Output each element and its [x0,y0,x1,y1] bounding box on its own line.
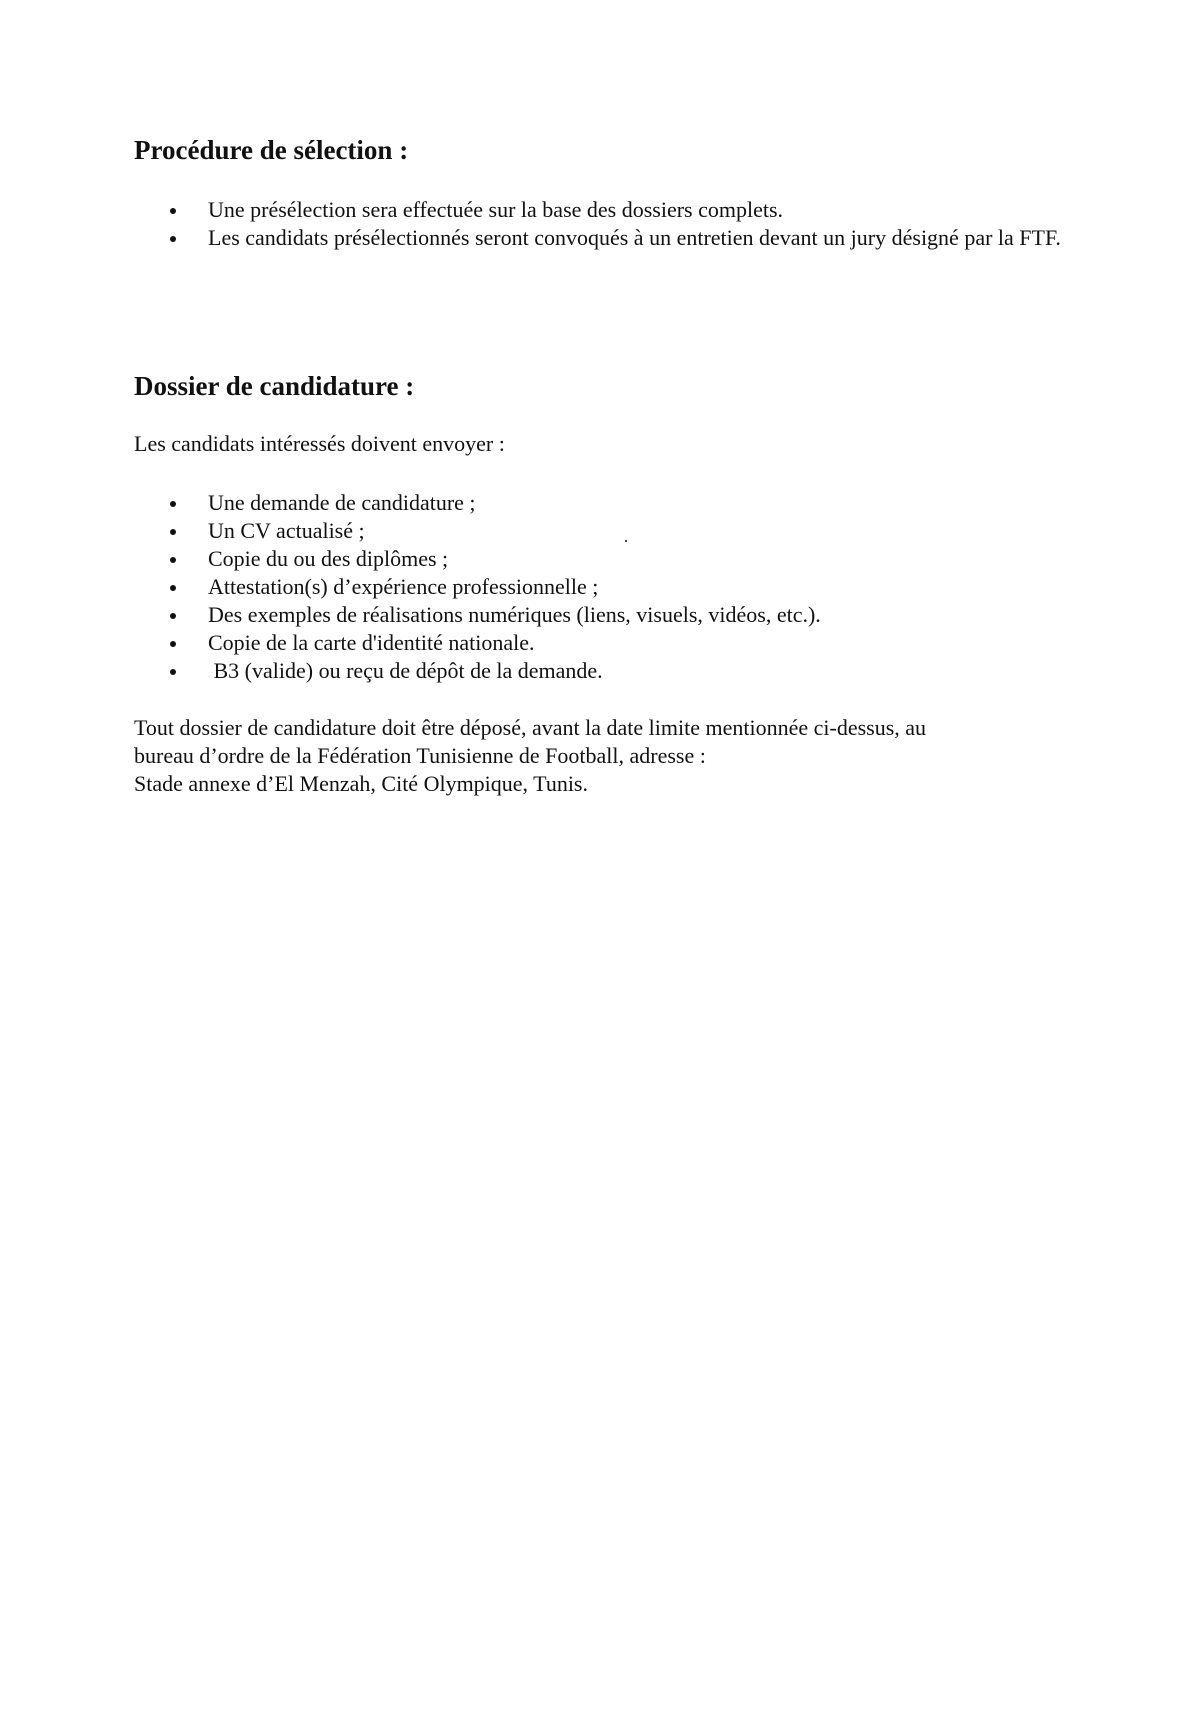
list-item: Attestation(s) d’expérience professionnelle ; [170,573,1070,601]
list-item: Une demande de candidature ; [170,489,1070,517]
list-item: Un CV actualisé ; [170,517,1070,545]
list-item: Une présélection sera effectuée sur la base des dossiers complets. [170,196,1070,224]
selection-heading: Procédure de sélection : [134,135,409,165]
list-item: Des exemples de réalisations numériques (liens, visuels, vidéos, etc.). [170,601,1070,629]
dossier-heading: Dossier de candidature : [134,371,415,401]
dossier-closing-address: Stade annexe d’El Menzah, Cité Olympique, Tunis. [134,771,588,796]
bullet-icon [170,501,176,507]
scan-speck [625,540,627,542]
dossier-intro: Les candidats intéressés doivent envoyer : [134,431,505,456]
bullet-icon [170,585,176,591]
list-item: Copie de la carte d'identité nationale. [170,629,1070,657]
bullet-icon [170,208,176,214]
bullet-icon [170,557,176,563]
dossier-list [170,489,1070,685]
selection-list [170,196,1070,252]
bullet-icon [170,613,176,619]
bullet-icon [170,669,176,675]
list-item: Les candidats présélectionnés seront convoqués à un entretien devant un jury désigné par la FTF. [170,224,1070,252]
list-item: Copie du ou des diplômes ; [170,545,1070,573]
dossier-closing-line-1: Tout dossier de candidature doit être déposé, avant la date limite mentionnée ci-dessus, au [134,715,927,740]
bullet-icon [170,236,176,242]
dossier-closing-line-2: bureau d’ordre de la Fédération Tunisienne de Football, adresse : [134,743,706,768]
bullet-icon [170,529,176,535]
bullet-icon [170,641,176,647]
list-item: B3 (valide) ou reçu de dépôt de la demande. [170,657,1070,685]
